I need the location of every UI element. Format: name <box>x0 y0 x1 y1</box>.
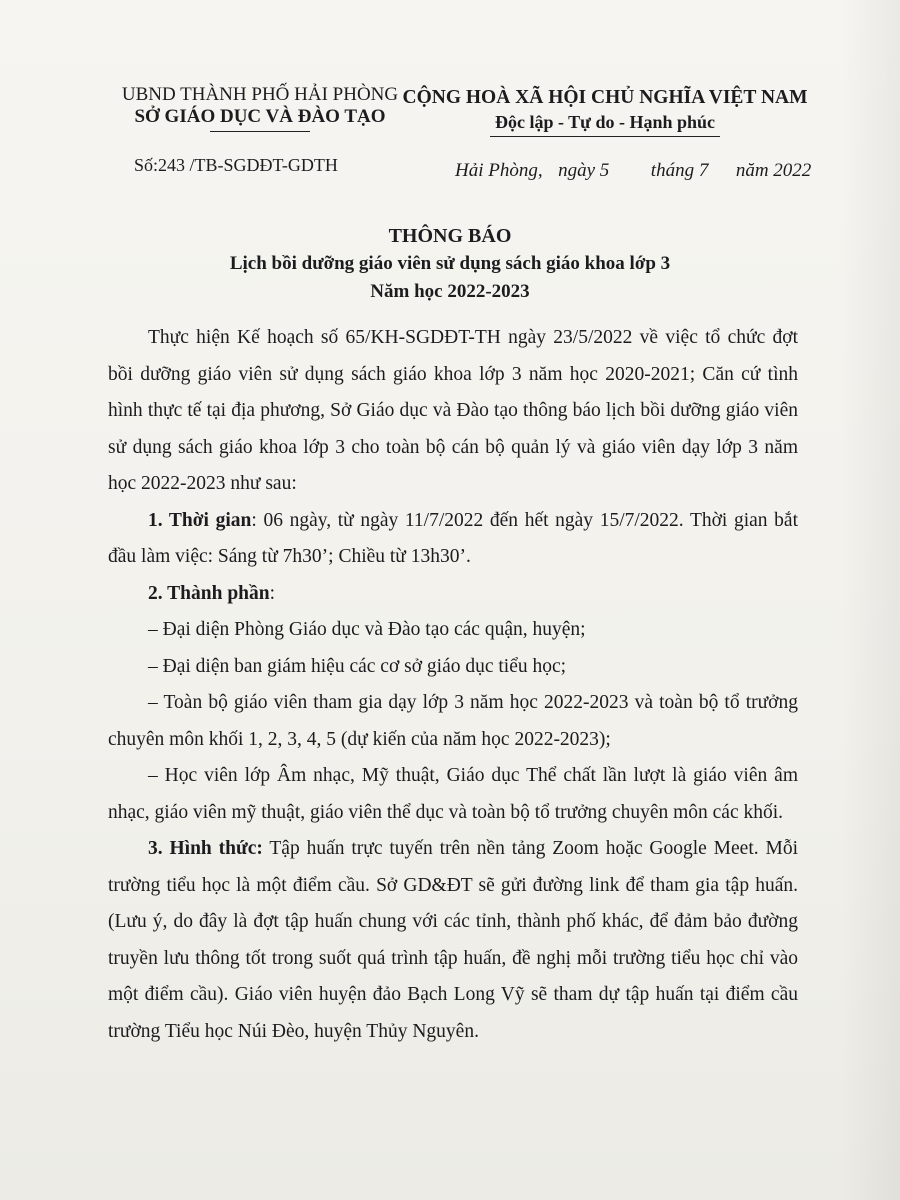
school-year: Năm học 2022-2023 <box>370 281 530 302</box>
section-format-text: Tập huấn trực tuyến trên nền tảng Zoom hoặc Google Meet. Mỗi trường tiểu học là một điểm cầu. Sở GD&ĐT sẽ gửi đường link để tham gia tập huấn. (Lưu ý, do đây là đợt tập huấn chung với các tỉnh, thành phố khác, để đảm bảo đường truyền lưu thông tốt trong suốt quá trình tập huấn, đề nghị mỗi trường tiểu học chỉ vào một điểm cầu). Giáo viên huyện đảo Bạch Long Vỹ sẽ tham dự tập huấn tại điểm cầu trường Tiểu học Núi Đèo, huyện Thủy Nguyên. <box>108 838 798 1042</box>
section-format-heading: 3. Hình thức: <box>148 838 263 859</box>
issuing-organization <box>110 84 410 132</box>
section-participants-colon: : <box>269 582 276 604</box>
date-year: năm 2022 <box>735 160 812 181</box>
section-time <box>108 503 798 576</box>
paper-shadow <box>840 0 900 1200</box>
date-day: ngày 5 <box>558 160 610 181</box>
date-month: tháng 7 <box>650 160 709 181</box>
section-time-text: : 06 ngày, từ ngày 11/7/2022 đến hết ngày 15/7/2022. Thời gian bắt đầu làm việc: Sáng từ 7h30’; Chiều từ 13h30’. <box>108 509 799 567</box>
notice-body <box>108 320 798 1050</box>
notice-title-block <box>0 222 900 306</box>
org-line-1: UBND THÀNH PHỐ HẢI PHÒNG <box>121 84 399 105</box>
nation-line-2: Độc lập - Tự do - Hạnh phúc <box>494 112 716 132</box>
participant-item: – Đại diện ban giám hiệu các cơ sở giáo dục tiểu học; <box>148 655 567 677</box>
nation-line-1: CỘNG HOÀ XÃ HỘI CHỦ NGHĨA VIỆT NAM <box>402 87 808 108</box>
participant-item: – Toàn bộ giáo viên tham gia dạy lớp 3 năm học 2022-2023 và toàn bộ tổ trưởng chuyên môn khối 1, 2, 3, 4, 5 (dự kiến của năm học 2022-2023); <box>108 692 798 750</box>
section-participants <box>108 576 798 613</box>
national-motto <box>390 86 820 137</box>
section-time-heading: 1. Thời gian <box>148 509 252 531</box>
participant-item: – Học viên lớp Âm nhạc, Mỹ thuật, Giáo dục Thể chất lần lượt là giáo viên âm nhạc, giáo viên mỹ thuật, giáo viên thể dục và toàn bộ tổ trưởng chuyên môn các khối. <box>108 765 798 823</box>
section-format <box>108 831 798 1050</box>
section-participants-heading: 2. Thành phần <box>148 582 270 604</box>
intro-paragraph: Thực hiện Kế hoạch số 65/KH-SGDĐT-TH ngày 23/5/2022 về việc tổ chức đợt bồi dưỡng giáo viên sử dụng sách giáo khoa lớp 3 năm học 2020-2021; Căn cứ tình hình thực tế tại địa phương, Sở Giáo dục và Đào tạo thông báo lịch bồi dưỡng giáo viên sử dụng sách giáo khoa lớp 3 cho toàn bộ cán bộ quản lý và giáo viên dạy lớp 3 năm học 2022-2023 như sau: <box>108 327 798 494</box>
motto-underline <box>490 136 720 137</box>
org-line-2: SỞ GIÁO DỤC VÀ ĐÀO TẠO <box>134 106 386 127</box>
document-number: Số:243 /TB-SGDĐT-GDTH <box>134 155 338 175</box>
org-underline <box>210 131 310 132</box>
notice-title: THÔNG BÁO <box>388 225 512 247</box>
participant-item: – Đại diện Phòng Giáo dục và Đào tạo các quận, huyện; <box>148 619 586 640</box>
notice-subtitle: Lịch bồi dưỡng giáo viên sử dụng sách giáo khoa lớp 3 <box>229 253 671 274</box>
place: Hải Phòng, <box>455 160 543 181</box>
place-date-line <box>455 160 811 182</box>
